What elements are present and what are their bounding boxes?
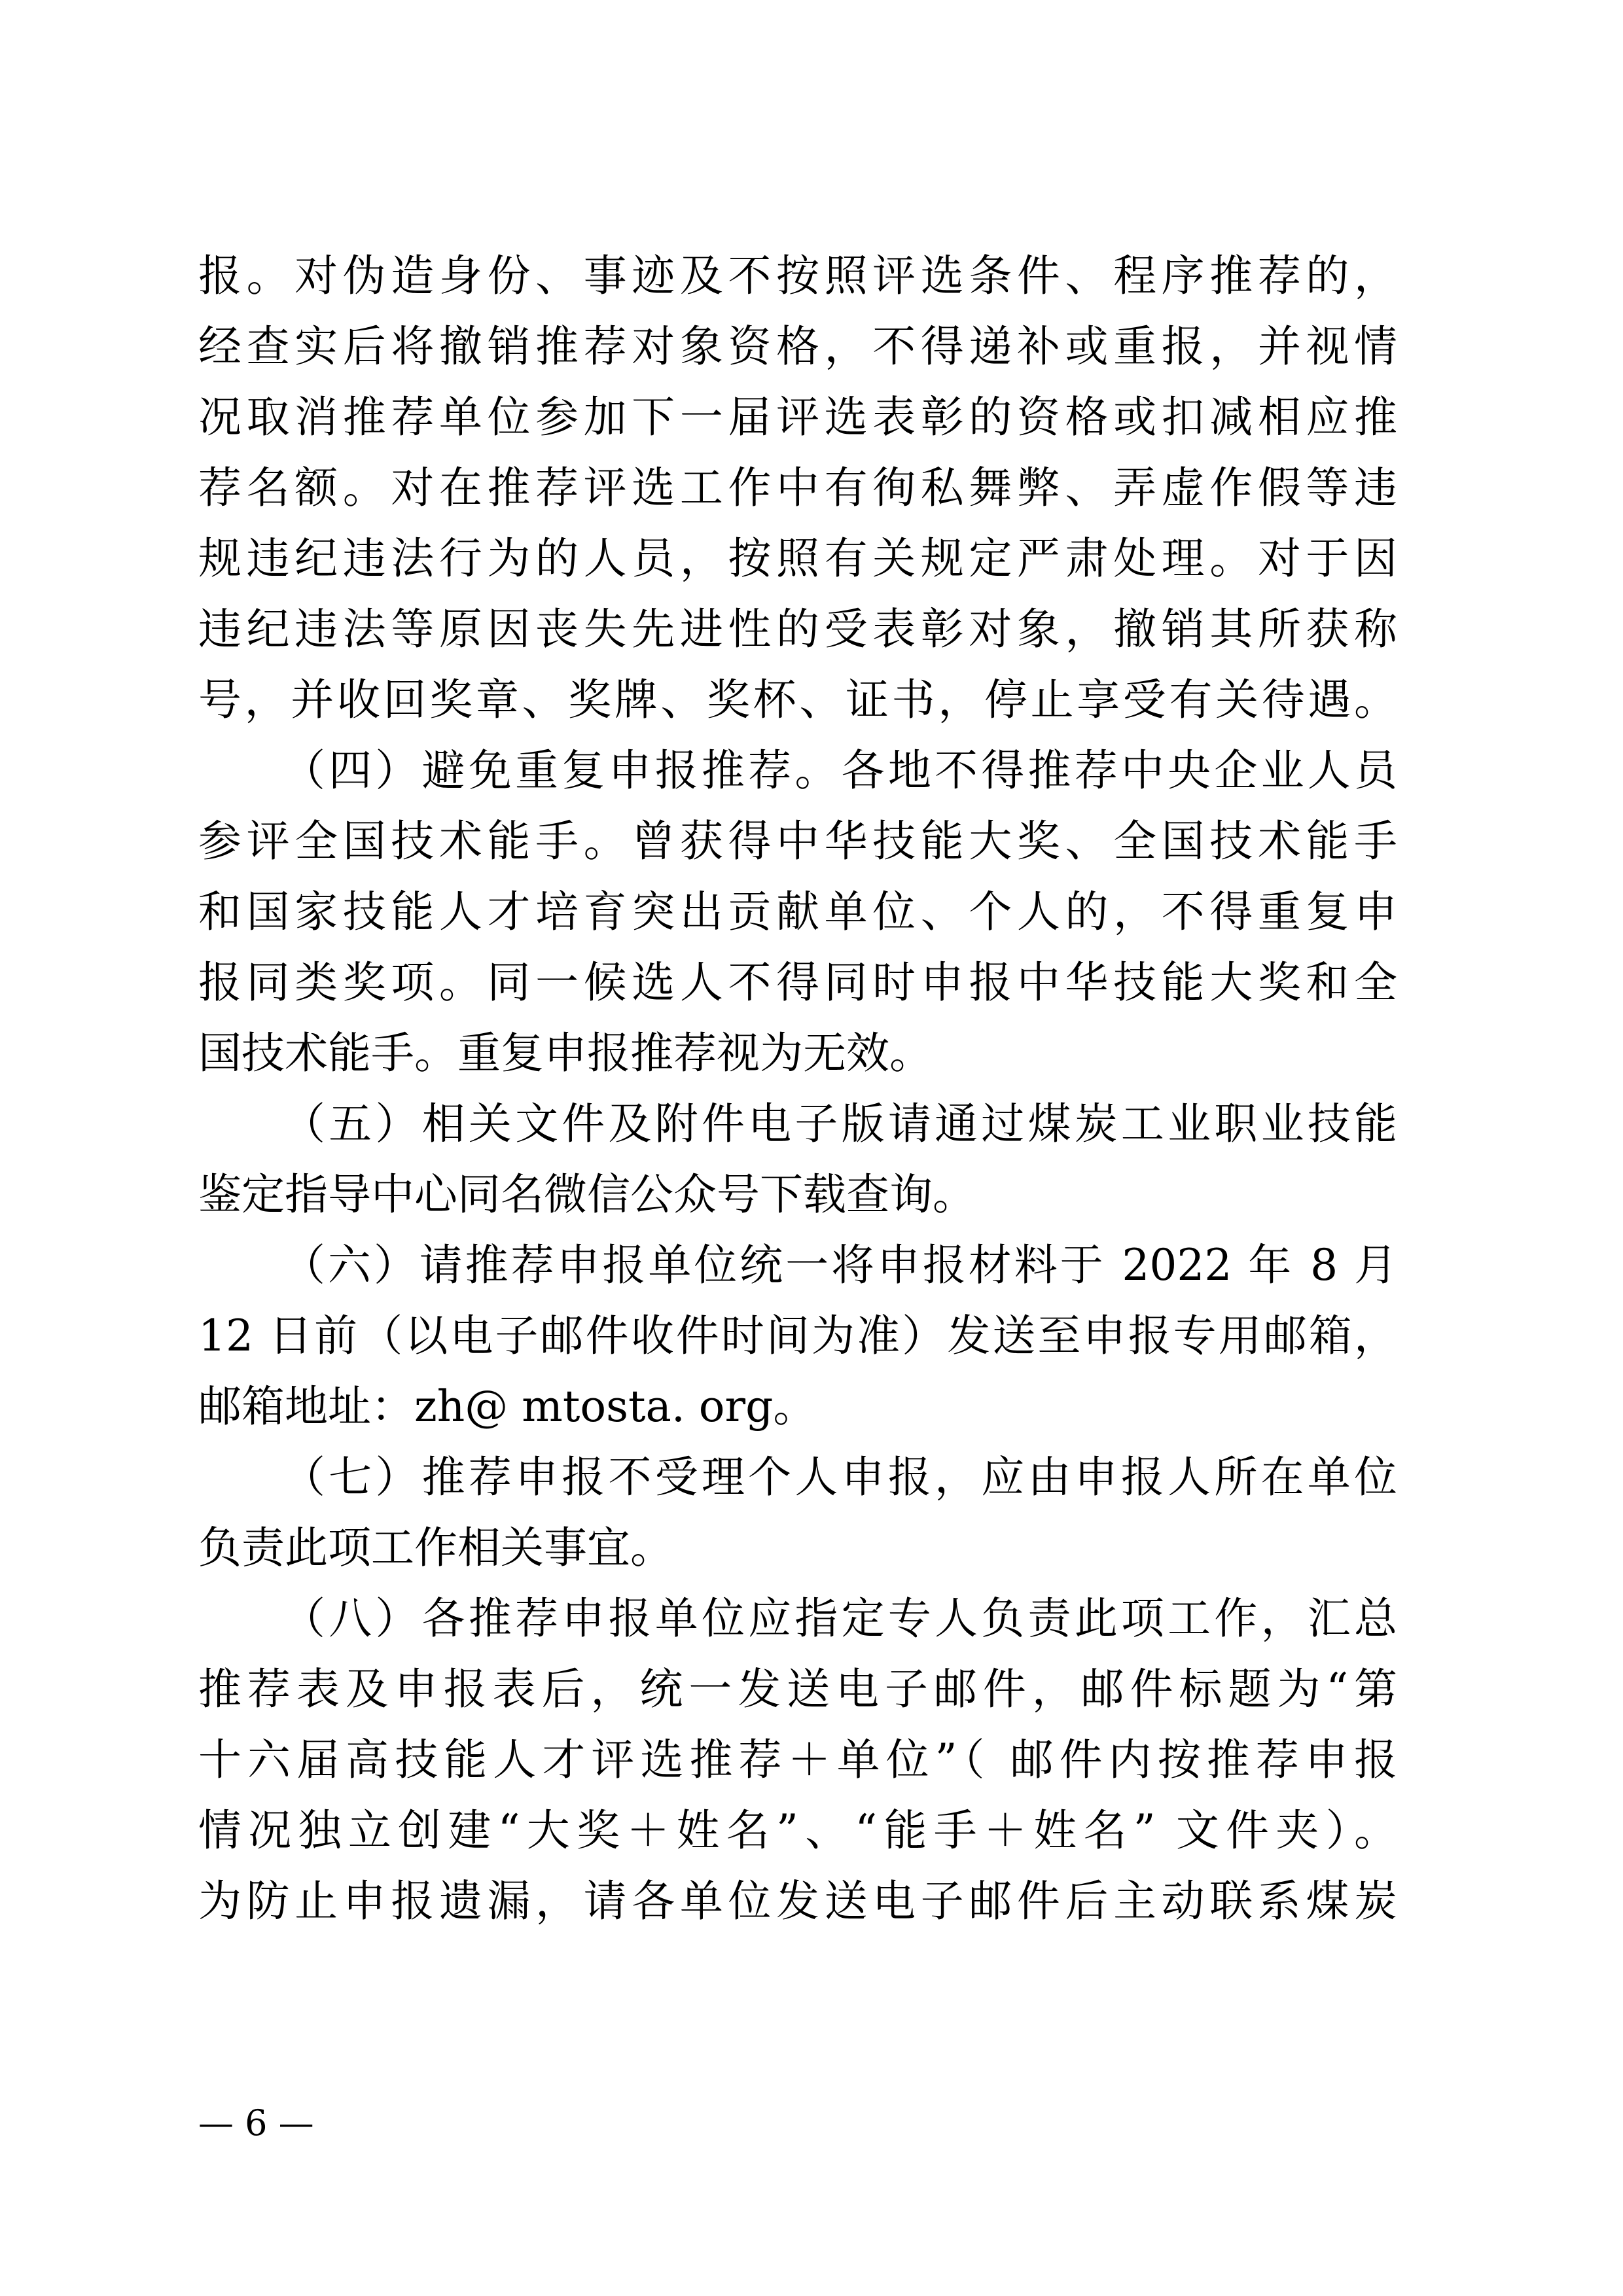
paragraph-line: （四）避免重复申报推荐。各地不得推荐中央企业人员	[282, 745, 1397, 796]
paragraph-line: （五）相关文件及附件电子版请通过煤炭工业职业技能	[282, 1099, 1397, 1149]
paragraph-line: 和国家技能人才培育突出贡献单位、个人的，不得重复申	[198, 887, 1397, 937]
paragraph-line: 情况独立创建“大奖＋姓名”、“能手＋姓名” 文件夹）。	[198, 1805, 1397, 1856]
paragraph-line: 国技术能手。重复申报推荐视为无效。	[198, 1028, 933, 1078]
paragraph-line: 推荐表及申报表后，统一发送电子邮件，邮件标题为“第	[198, 1664, 1397, 1714]
paragraph-line: 况取消推荐单位参加下一届评选表彰的资格或扣减相应推	[198, 392, 1397, 442]
page-number: — 6 —	[198, 2102, 314, 2144]
paragraph-line: （六）请推荐申报单位统一将申报材料于 2022 年 8 月	[282, 1240, 1397, 1290]
paragraph-line: 鉴定指导中心同名微信公众号下载查询。	[198, 1169, 976, 1220]
paragraph-line: 参评全国技术能手。曾获得中华技能大奖、全国技术能手	[198, 816, 1397, 866]
paragraph-line: 荐名额。对在推荐评选工作中有徇私舞弊、弄虚作假等违	[198, 463, 1397, 513]
paragraph-line: 经查实后将撤销推荐对象资格，不得递补或重报，并视情	[198, 321, 1397, 372]
paragraph-line: 12 日前（以电子邮件收件时间为准）发送至申报专用邮箱，	[198, 1311, 1397, 1361]
paragraph-line: 为防止申报遗漏，请各单位发送电子邮件后主动联系煤炭	[198, 1876, 1397, 1926]
paragraph-line: 规违纪违法行为的人员，按照有关规定严肃处理。对于因	[198, 533, 1397, 584]
paragraph-line: 违纪违法等原因丧失先进性的受表彰对象，撤销其所获称	[198, 604, 1397, 654]
paragraph-line: 负责此项工作相关事宜。	[198, 1523, 673, 1573]
paragraph-line: 报同类奖项。同一候选人不得同时申报中华技能大奖和全	[198, 957, 1397, 1008]
paragraph-line: 十六届高技能人才评选推荐＋单位”（ 邮件内按推荐申报	[198, 1735, 1397, 1785]
paragraph-line: （八）各推荐申报单位应指定专人负责此项工作，汇总	[282, 1593, 1397, 1644]
paragraph-line: 号，并收回奖章、奖牌、奖杯、证书，停止享受有关待遇。	[198, 675, 1397, 725]
paragraph-line: 报。对伪造身份、事迹及不按照评选条件、程序推荐的，	[198, 251, 1397, 301]
paragraph-line: （七）推荐申报不受理个人申报，应由申报人所在单位	[282, 1452, 1397, 1502]
paragraph-line: 邮箱地址：zh@ mtosta. org。	[198, 1381, 817, 1432]
